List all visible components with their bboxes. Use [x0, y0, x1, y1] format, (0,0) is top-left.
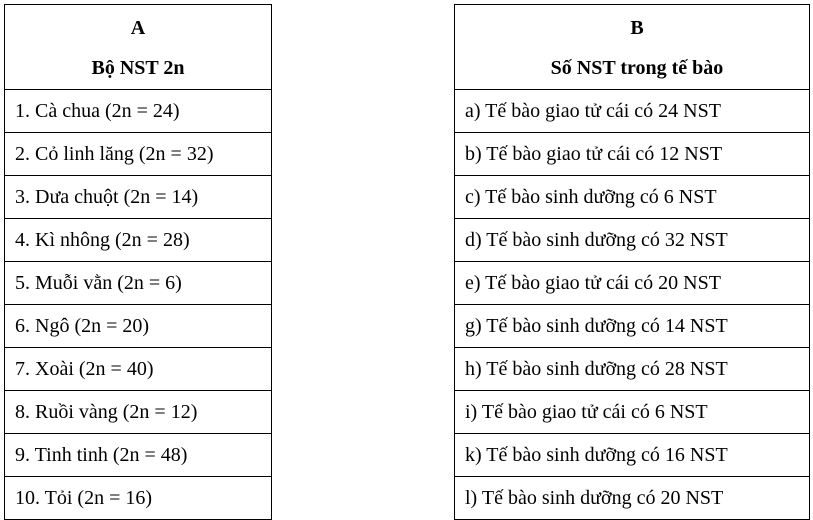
column-a-item: 5. Muỗi vằn (2n = 6) — [5, 262, 272, 305]
table-row — [5, 176, 272, 219]
column-b-table — [454, 4, 810, 520]
column-a-item: 9. Tinh tinh (2n = 48) — [5, 434, 272, 477]
table-row — [455, 391, 810, 434]
column-a-item: 3. Dưa chuột (2n = 14) — [5, 176, 272, 219]
column-b-item: h) Tế bào sinh dưỡng có 28 NST — [455, 348, 810, 391]
column-b-header-row — [455, 5, 810, 90]
table-row — [455, 133, 810, 176]
column-b-header — [455, 5, 810, 90]
column-a-item: 1. Cà chua (2n = 24) — [5, 90, 272, 133]
table-row — [455, 348, 810, 391]
table-row — [455, 434, 810, 477]
table-row — [455, 219, 810, 262]
column-a-header-row — [5, 5, 272, 90]
column-a-item: 8. Ruồi vàng (2n = 12) — [5, 391, 272, 434]
table-row — [5, 477, 272, 520]
table-row — [5, 219, 272, 262]
column-a-item: 10. Tỏi (2n = 16) — [5, 477, 272, 520]
column-a-item: 6. Ngô (2n = 20) — [5, 305, 272, 348]
column-a-letter: A — [130, 17, 146, 39]
column-b-item: i) Tế bào giao tử cái có 6 NST — [455, 391, 810, 434]
column-a-item: 2. Cỏ linh lăng (2n = 32) — [5, 133, 272, 176]
table-row — [5, 305, 272, 348]
table-row — [5, 90, 272, 133]
column-a-title: Bộ NST 2n — [91, 57, 185, 79]
column-b-item: e) Tế bào giao tử cái có 20 NST — [455, 262, 810, 305]
table-row — [455, 90, 810, 133]
column-b-item: d) Tế bào sinh dưỡng có 32 NST — [455, 219, 810, 262]
column-b-item: b) Tế bào giao tử cái có 12 NST — [455, 133, 810, 176]
column-b-title: Số NST trong tế bào — [550, 57, 724, 79]
column-a-header — [5, 5, 272, 90]
column-a-item: 4. Kì nhông (2n = 28) — [5, 219, 272, 262]
table-row — [455, 477, 810, 520]
column-b-item: c) Tế bào sinh dưỡng có 6 NST — [455, 176, 810, 219]
table-row — [5, 434, 272, 477]
table-row — [455, 305, 810, 348]
column-a-table — [4, 4, 272, 520]
table-row — [5, 391, 272, 434]
table-row — [455, 262, 810, 305]
table-row — [455, 176, 810, 219]
column-b-letter: B — [630, 17, 644, 39]
table-row — [5, 262, 272, 305]
column-b-item: a) Tế bào giao tử cái có 24 NST — [455, 90, 810, 133]
column-b-item: g) Tế bào sinh dưỡng có 14 NST — [455, 305, 810, 348]
table-row — [5, 133, 272, 176]
column-a-item: 7. Xoài (2n = 40) — [5, 348, 272, 391]
table-row — [5, 348, 272, 391]
column-b-item: l) Tế bào sinh dưỡng có 20 NST — [455, 477, 810, 520]
column-b-item: k) Tế bào sinh dưỡng có 16 NST — [455, 434, 810, 477]
